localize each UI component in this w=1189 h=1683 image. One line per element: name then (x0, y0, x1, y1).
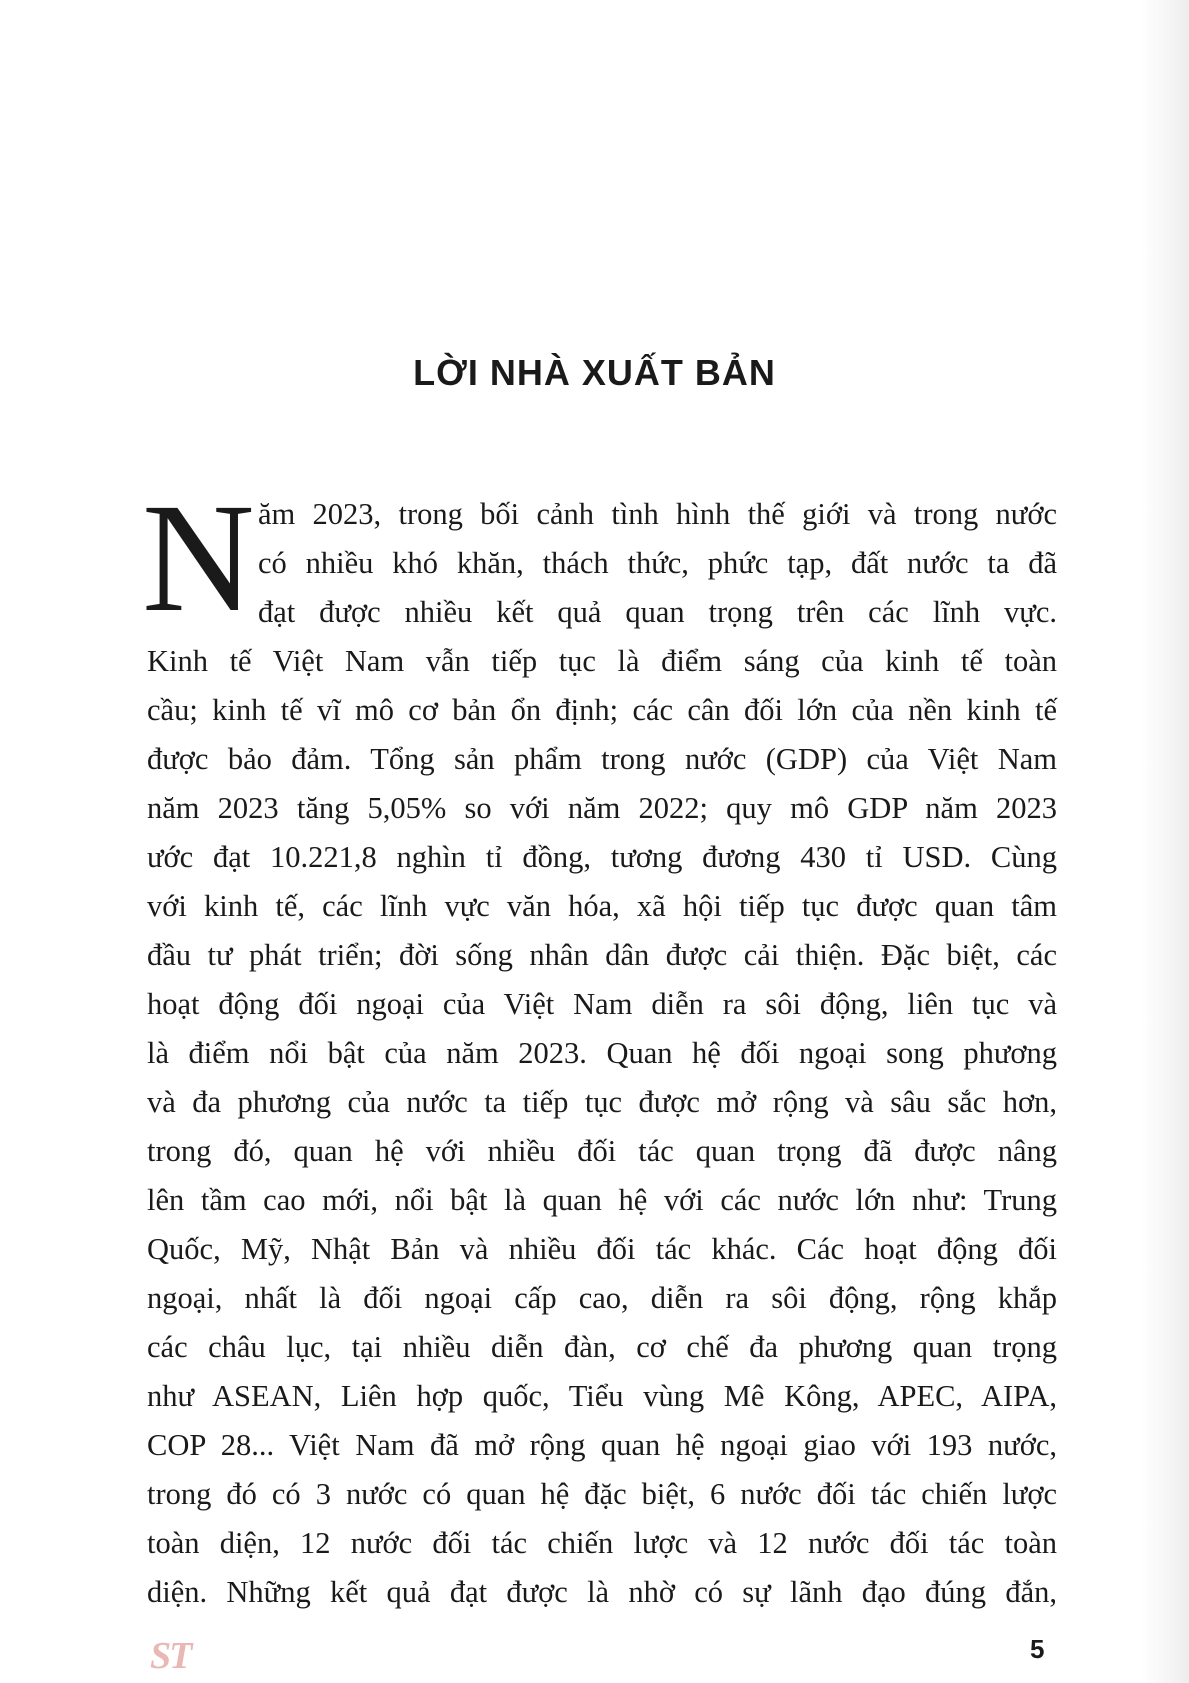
page-number: 5 (1030, 1634, 1045, 1664)
text-line: là điểm nổi bật của năm 2023. Quan hệ đối ngoại song phương (147, 1036, 1057, 1070)
text-line: hoạt động đối ngoại của Việt Nam diễn ra sôi động, liên tục và (147, 987, 1057, 1021)
text-line: năm 2023 tăng 5,05% so với năm 2022; quy mô GDP năm 2023 (147, 791, 1057, 825)
text-line: trong đó có 3 nước có quan hệ đặc biệt, 6 nước đối tác chiến lược (147, 1477, 1057, 1511)
text-line: đạt được nhiều kết quả quan trọng trên các lĩnh vực. (258, 595, 1057, 629)
text-line: Kinh tế Việt Nam vẫn tiếp tục là điểm sáng của kinh tế toàn (147, 644, 1057, 678)
drop-cap: N (142, 471, 255, 644)
text-line: đầu tư phát triển; đời sống nhân dân được cải thiện. Đặc biệt, các (147, 938, 1057, 972)
body-paragraph (147, 490, 1057, 1617)
text-line: ăm 2023, trong bối cảnh tình hình thế giới và trong nước (258, 497, 1057, 531)
text-line: với kinh tế, các lĩnh vực văn hóa, xã hội tiếp tục được quan tâm (147, 889, 1057, 923)
page-edge-shadow (1141, 0, 1189, 1683)
publisher-watermark-logo: ST (150, 1635, 191, 1677)
text-line: và đa phương của nước ta tiếp tục được mở rộng và sâu sắc hơn, (147, 1085, 1057, 1119)
text-line: toàn diện, 12 nước đối tác chiến lược và 12 nước đối tác toàn (147, 1526, 1057, 1560)
text-line: ước đạt 10.221,8 nghìn tỉ đồng, tương đương 430 tỉ USD. Cùng (147, 840, 1057, 874)
page-title: LỜI NHÀ XUẤT BẢN (413, 352, 776, 393)
text-line: diện. Những kết quả đạt được là nhờ có sự lãnh đạo đúng đắn, (147, 1575, 1057, 1609)
text-line: lên tầm cao mới, nổi bật là quan hệ với các nước lớn như: Trung (147, 1183, 1057, 1217)
text-line: trong đó, quan hệ với nhiều đối tác quan trọng đã được nâng (147, 1134, 1057, 1168)
text-line: các châu lục, tại nhiều diễn đàn, cơ chế đa phương quan trọng (147, 1330, 1057, 1364)
text-line: COP 28... Việt Nam đã mở rộng quan hệ ngoại giao với 193 nước, (147, 1428, 1057, 1462)
text-line: Quốc, Mỹ, Nhật Bản và nhiều đối tác khác. Các hoạt động đối (147, 1232, 1057, 1266)
text-line: cầu; kinh tế vĩ mô cơ bản ổn định; các cân đối lớn của nền kinh tế (147, 693, 1057, 727)
text-line: như ASEAN, Liên hợp quốc, Tiểu vùng Mê Kông, APEC, AIPA, (147, 1379, 1057, 1413)
text-line: được bảo đảm. Tổng sản phẩm trong nước (GDP) của Việt Nam (147, 742, 1057, 776)
text-line: có nhiều khó khăn, thách thức, phức tạp, đất nước ta đã (258, 546, 1057, 580)
text-line: ngoại, nhất là đối ngoại cấp cao, diễn ra sôi động, rộng khắp (147, 1281, 1057, 1315)
